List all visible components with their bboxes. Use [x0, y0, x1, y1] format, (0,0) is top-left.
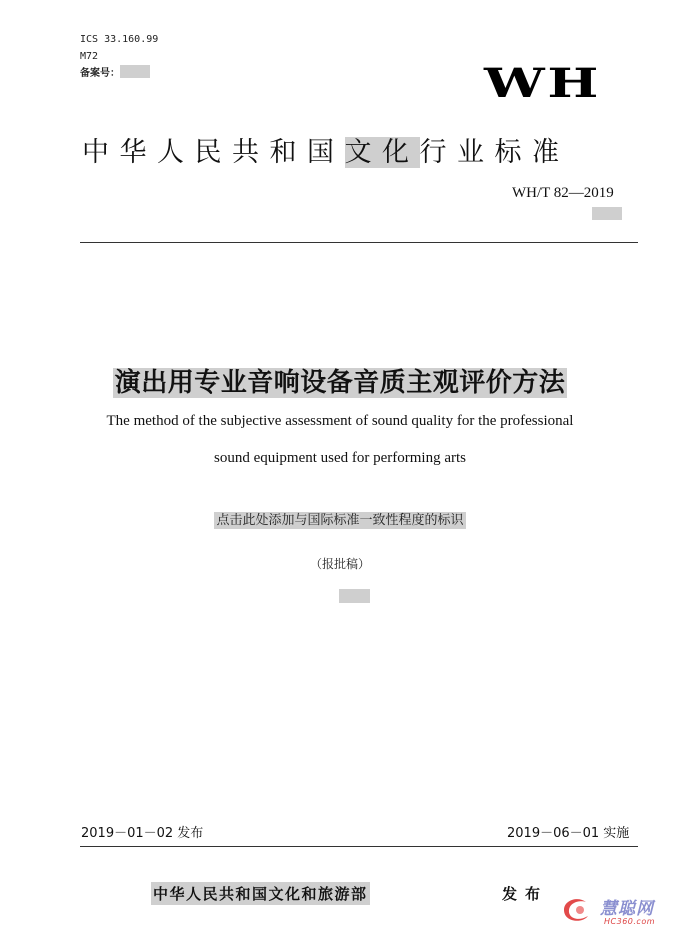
standard-name-prefix: 中华人民共和国: [82, 137, 345, 168]
title-en-line1: The method of the subjective assessment of sound quality for the professional: [106, 413, 574, 429]
implementation-date: 2019－06－01 实施: [507, 826, 630, 841]
header-rule: [80, 242, 638, 243]
watermark: [560, 892, 678, 932]
watermark-sub: HC360.com: [604, 917, 655, 926]
conformity-wrap: [0, 509, 680, 528]
standard-name: [82, 130, 570, 169]
footer-rule: [80, 846, 638, 847]
meta-block: [80, 31, 158, 82]
draft-status: （报批稿）: [309, 557, 370, 571]
code-redacted: [592, 207, 622, 220]
draft-redacted: [339, 589, 370, 603]
title-cn: 演出用专业音响设备音质主观评价方法: [114, 368, 566, 398]
issuer-action: 发布: [502, 885, 549, 903]
ccs-code: M72: [80, 51, 99, 62]
hc360-logo-icon: [560, 894, 594, 926]
release-date: 2019－01－02 发布: [81, 826, 204, 841]
filing-number: [80, 65, 158, 82]
standard-name-highlight: 文化: [344, 137, 420, 168]
wh-logo: WH: [484, 60, 602, 107]
ics-code: ICS 33.160.99: [80, 34, 159, 45]
conformity-note: 点击此处添加与国际标准一致性程度的标识: [216, 513, 464, 528]
watermark-text: 慧聪网: [600, 899, 654, 919]
issuer-name: 中华人民共和国文化和旅游部: [151, 882, 370, 905]
filing-number-redacted: [120, 65, 150, 78]
title-en-line2: sound equipment used for performing arts: [213, 450, 467, 466]
standard-name-suffix: 行业标准: [419, 137, 570, 168]
filing-label: 备案号：: [80, 68, 120, 79]
standard-code: WH/T 82—2019: [512, 185, 614, 201]
title-cn-wrap: [0, 362, 680, 399]
